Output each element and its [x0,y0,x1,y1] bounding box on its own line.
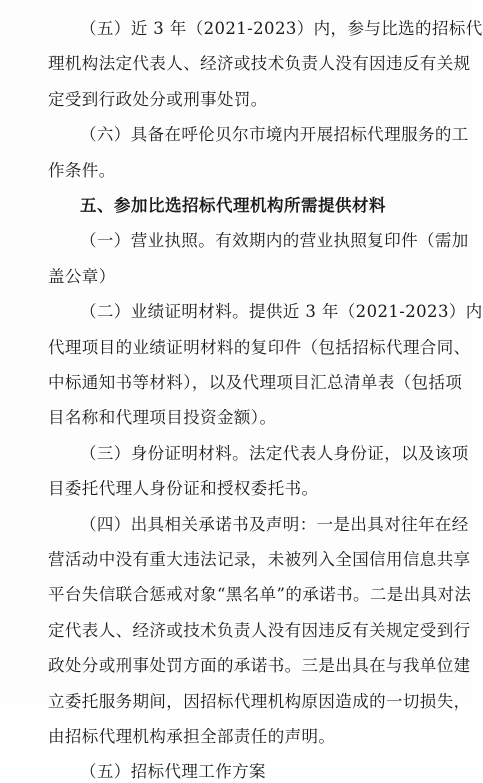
paragraph-line: 由招标代理机构承担全部责任的声明。 [48,727,336,746]
paragraph-line: 作条件。 [48,160,116,180]
paragraph-line: （四）出具相关承诺书及声明：一是出具对往年在经 [80,514,469,534]
paragraph-line: 定代表人、经济或技术负责人没有因违反有关规定受到行 [48,620,471,640]
paragraph-line: （二）业绩证明材料。提供近 3 年（2021-2023）内 [80,302,483,322]
paragraph-line: 理机构法定代表人、经济或技术负责人没有因违反有关规 [48,54,471,74]
section-heading: 五、参加比选招标代理机构所需提供材料 [80,196,386,215]
paragraph-line: （一）营业执照。有效期内的营业执照复印件（需加 [80,231,469,251]
paragraph-line: （六）具备在呼伦贝尔市境内开展招标代理服务的工 [80,125,469,145]
paragraph-line: 盖公章） [48,266,116,286]
paragraph-line: 中标通知书等材料），以及代理项目汇总清单表（包括项 [48,373,463,392]
paragraph-line: （三）身份证明材料。法定代表人身份证，以及该项 [80,443,469,463]
paragraph-line: 平台失信联合惩戒对象“黑名单”的承诺书。二是出具对法 [48,585,472,605]
paragraph-line: 政处分或刑事处罚方面的承诺书。三是出具在与我单位建 [48,656,471,676]
paragraph-line: （五）招标代理工作方案 [80,762,266,782]
paragraph-line: （五）近 3 年（2021-2023）内，参与比选的招标代 [80,19,483,38]
paragraph-line: 代理项目的业绩证明材料的复印件（包括招标代理合同、 [48,337,471,357]
paragraph-line: 立委托服务期间，因招标代理机构原因造成的一切损失， [48,691,471,711]
paragraph-line: 营活动中没有重大违法记录，未被列入全国信用信息共享 [48,550,471,569]
paragraph-line: 目委托代理人身份证和授权委托书。 [48,479,319,499]
paragraph-line: 定受到行政处分或刑事处罚。 [48,89,268,109]
paragraph-line: 目名称和代理项目投资金额）。 [48,408,277,428]
